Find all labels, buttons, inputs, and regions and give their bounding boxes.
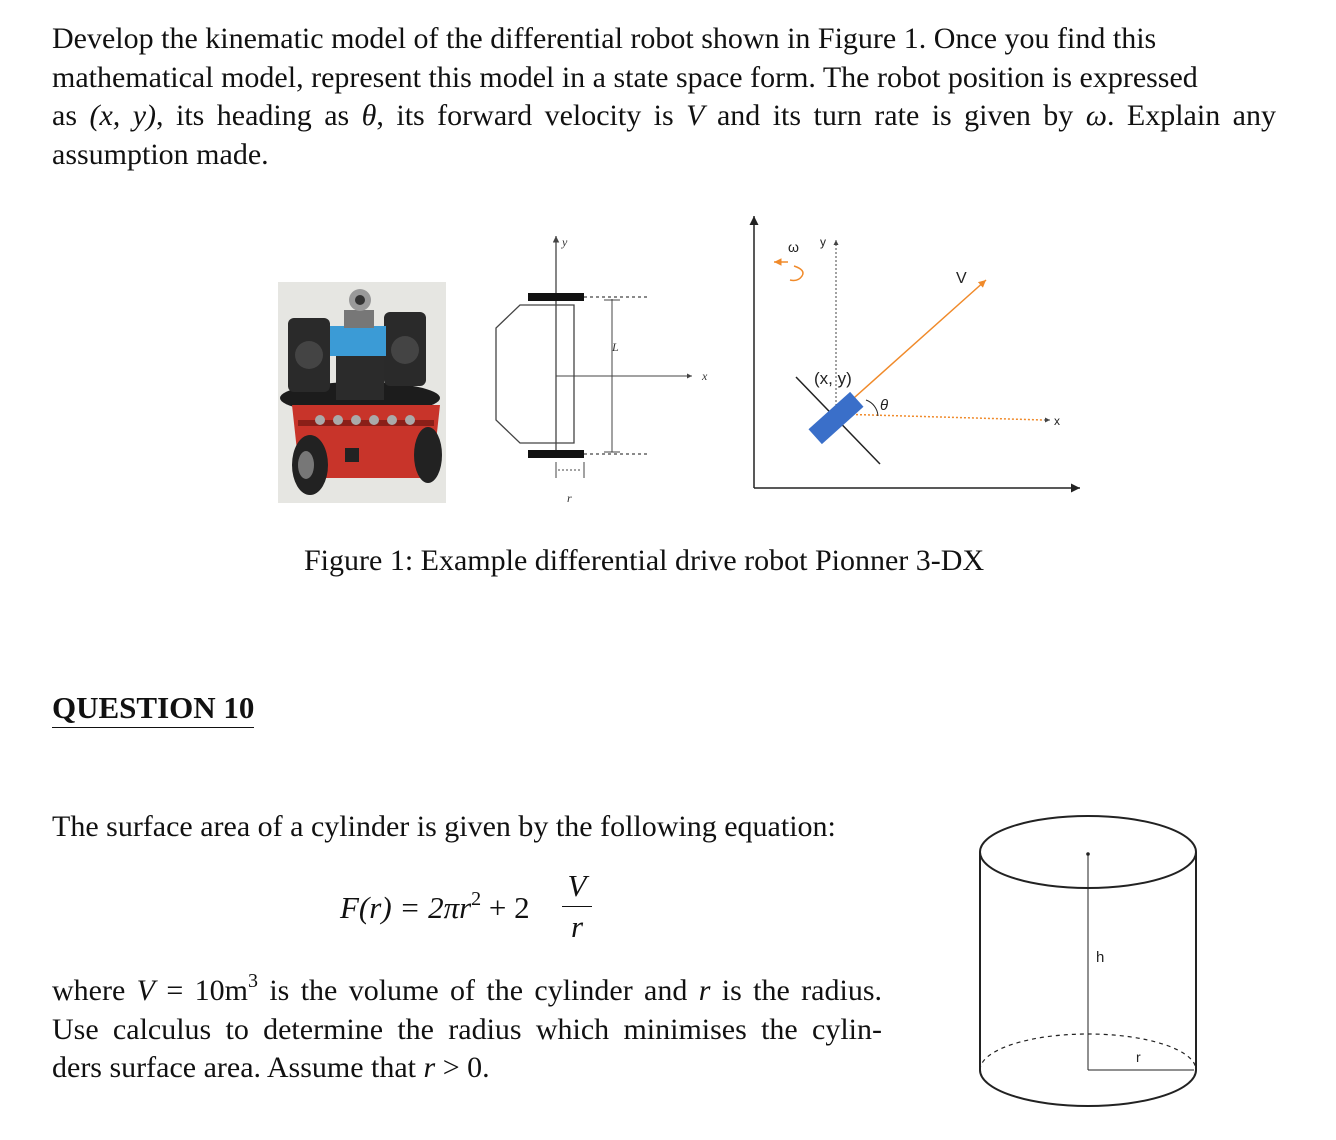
equation-fraction: V r	[562, 868, 592, 945]
q10-body	[52, 972, 882, 1088]
figure-1-caption: Figure 1: Example differential drive robot Pionner 3-DX	[304, 544, 985, 577]
schematic-y-label: y	[562, 235, 568, 249]
p9-line-3: as (x, y), its heading as θ, its forward velocity is V and its turn rate is given by ω. Explain any	[52, 99, 1276, 132]
schematic-r-label: r	[567, 491, 572, 505]
robot-schematic	[496, 236, 692, 478]
robot-photo	[278, 282, 446, 503]
p9-line-4: assumption made.	[52, 137, 269, 171]
schematic-L-label: L	[612, 340, 619, 354]
q10-intro: The surface area of a cylinder is given by the following equation:	[52, 810, 836, 843]
equation-lhs: $F(r) = 2\pi r^2 + 2$	[340, 888, 530, 925]
frame-y-label: y	[820, 235, 826, 249]
q10-line-3: ders surface area. Assume that r > 0.	[52, 1051, 490, 1084]
q10-line-2: Use calculus to determine the radius which minimises the cylin-	[52, 1012, 882, 1046]
schematic-x-label: x	[702, 369, 708, 383]
frame-x-label: x	[1054, 414, 1060, 428]
surface-area-equation	[340, 868, 620, 948]
q10-line-1: where $V = 10m^3$ is the volume of the cylinder and r is the radius.	[52, 970, 882, 1007]
cylinder-r-label: r	[1136, 1049, 1141, 1065]
frame-omega-label: ω	[788, 239, 799, 255]
p9-line-2: mathematical model, represent this model in a state space form. The robot position is expressed	[52, 60, 1198, 94]
frame-theta-label: θ	[880, 397, 889, 414]
frame-position-label: (x, y)	[814, 369, 852, 388]
figure-1	[0, 0, 1336, 540]
frame-v-label: V	[956, 270, 967, 287]
cylinder-diagram	[968, 812, 1208, 1122]
cylinder-h-label: h	[1096, 949, 1105, 966]
p9-line-1: Develop the kinematic model of the differential robot shown in Figure 1. Once you find this	[52, 22, 1157, 55]
question-10-heading: QUESTION 10	[52, 690, 254, 728]
frame-diagram	[754, 216, 1080, 488]
